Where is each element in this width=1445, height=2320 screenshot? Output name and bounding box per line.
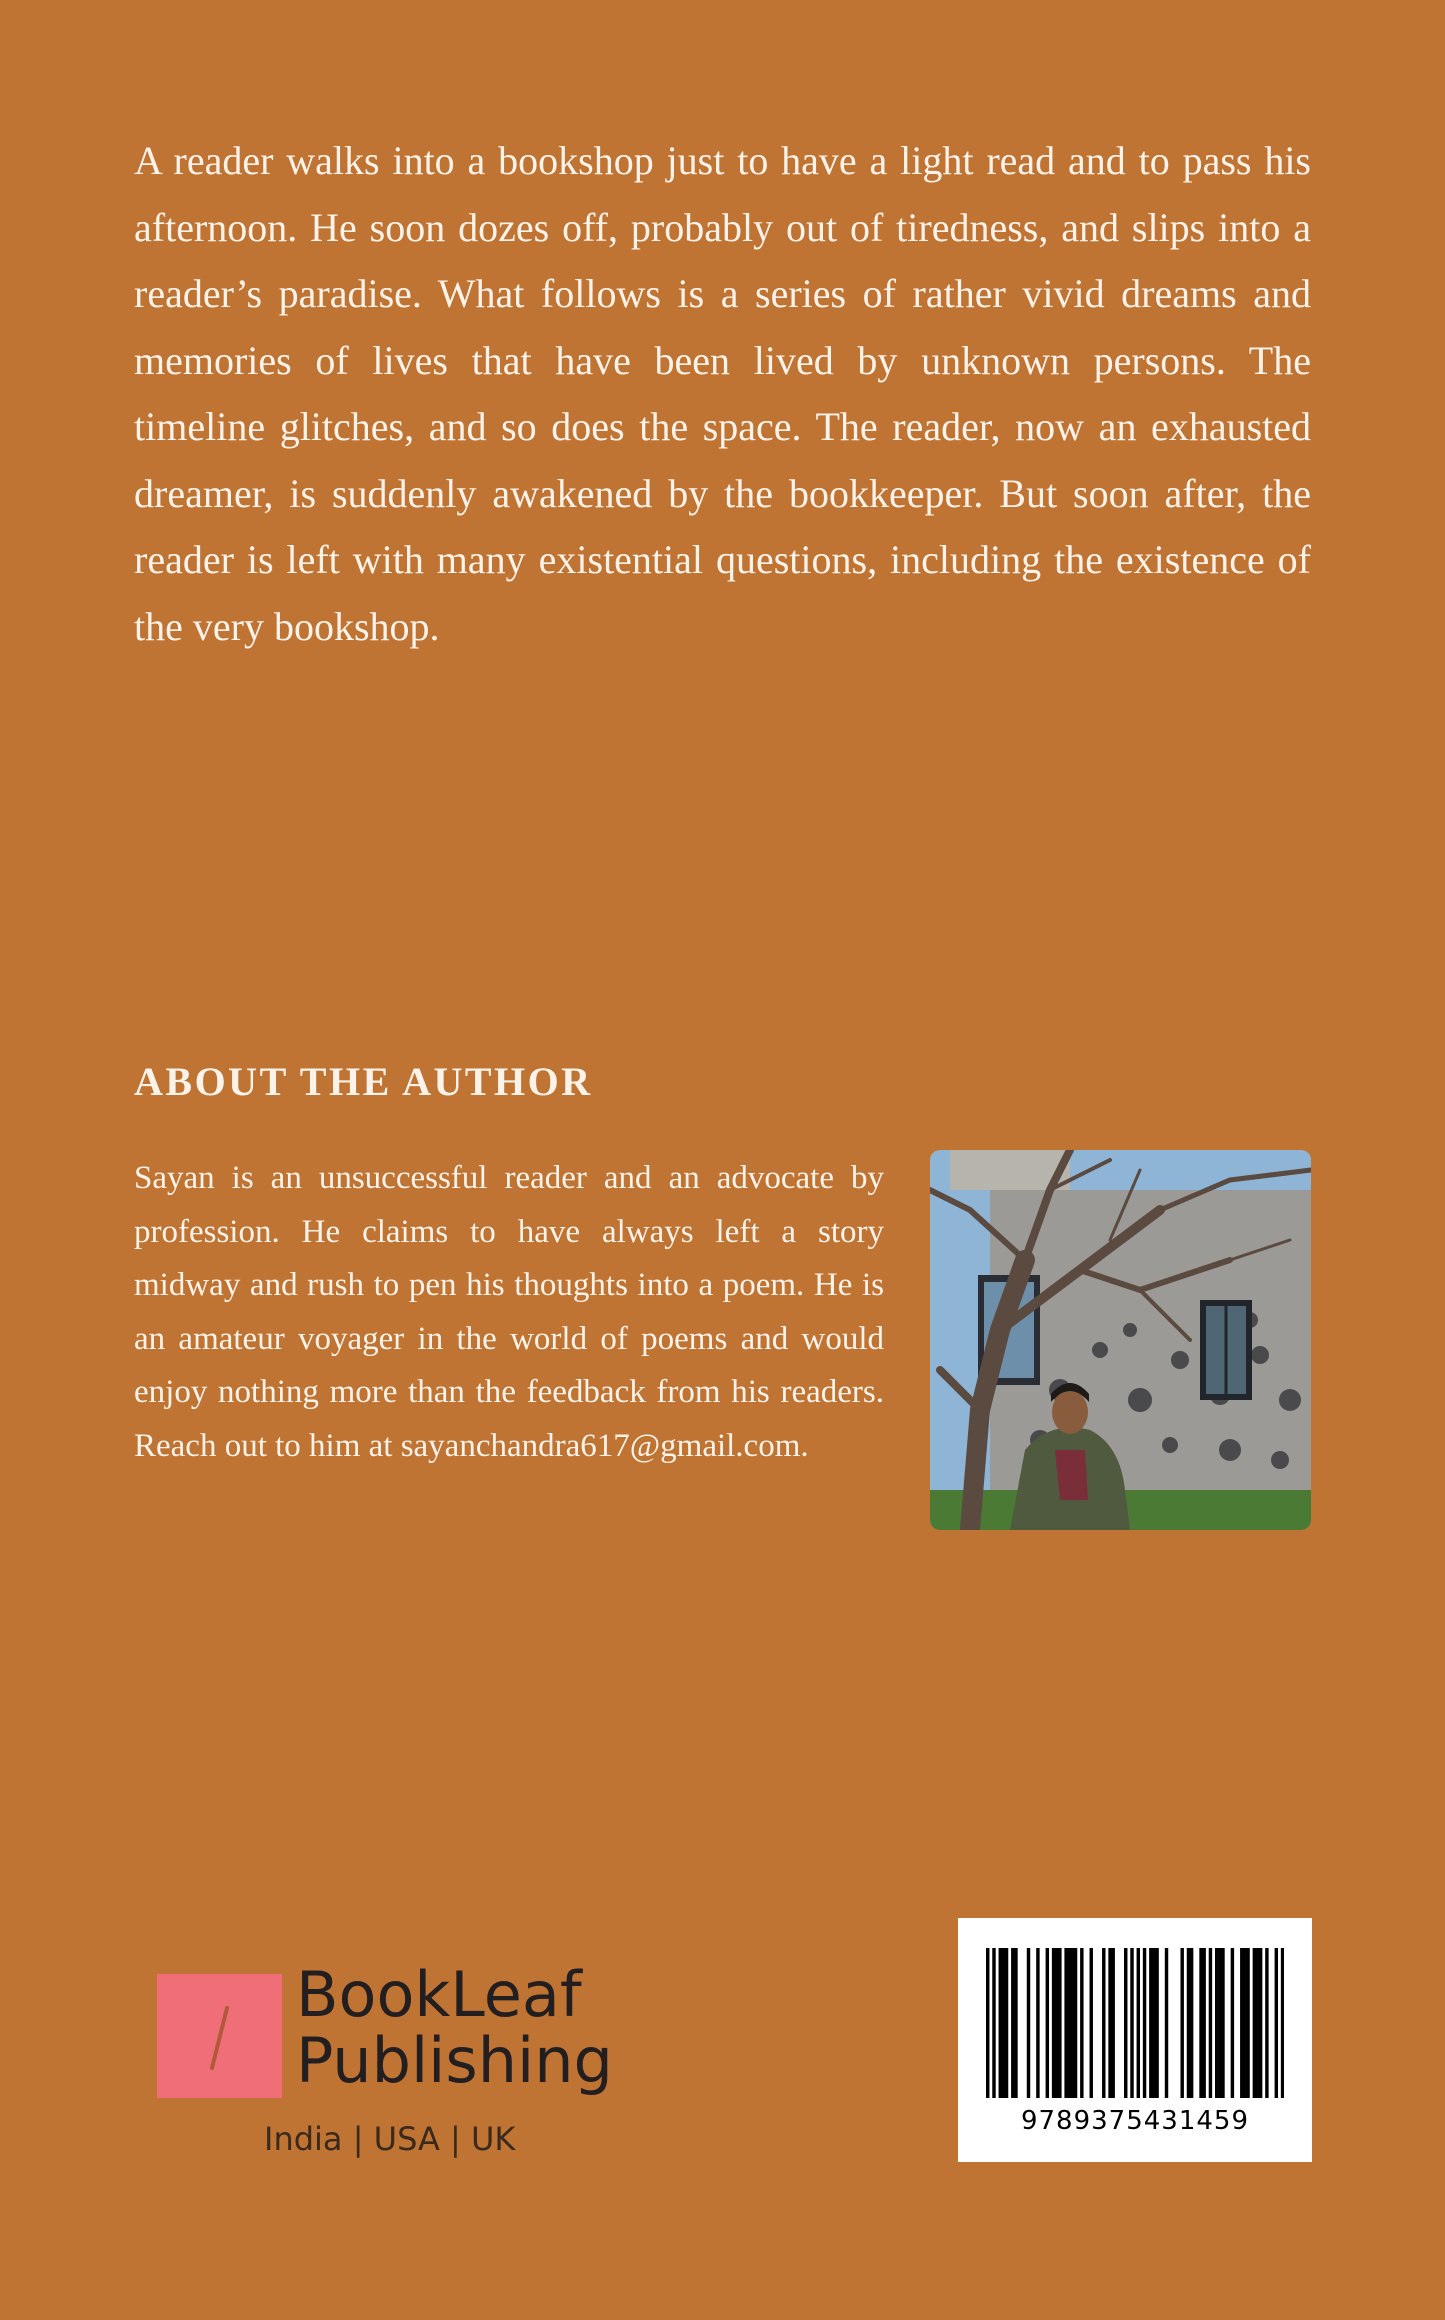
barcode-bar: [1111, 1948, 1114, 2098]
publisher-name-line2: Publishing: [296, 2024, 613, 2097]
barcode-bar: [1259, 1948, 1262, 2098]
publisher-name-line1: BookLeaf: [296, 1958, 582, 2031]
author-bio: Sayan is an unsuccessful reader and an advocate by profession. He claims to have always left a story midway and rush to pen his thoughts into a poem. He is an amateur voyager in the world of poems and would enjoy nothing more than the feedback from his readers. Reach out to him at sayanchandra617@gmail.com.: [134, 1160, 884, 1464]
barcode-bar: [1253, 1948, 1256, 2098]
barcode-bar: [1011, 1948, 1014, 2098]
barcode-bar: [1064, 1948, 1067, 2098]
barcode-bar: [1275, 1948, 1278, 2098]
barcode-bar: [1046, 1948, 1049, 2098]
barcode-bar: [1052, 1948, 1055, 2098]
barcode-bar: [1058, 1948, 1061, 2098]
barcode-bar: [1071, 1948, 1074, 2098]
barcode-bar: [1180, 1948, 1183, 2098]
barcode-bar: [1246, 1948, 1249, 2098]
barcode-bar: [1005, 1948, 1008, 2098]
barcode-bar: [1074, 1948, 1077, 2098]
barcode-bar: [1231, 1948, 1234, 2098]
barcode-bar: [1209, 1948, 1212, 2098]
book-blurb: A reader walks into a bookshop just to have a light read and to pass his afternoon. He soon dozes off, probably out of tiredness, and slips into a reader’s paradise. What follows is a series of rather vivid dreams and memories of lives that have been lived by unknown persons. The timeline glitches, and so does the space. The reader, now an exhausted dreamer, is suddenly awakened by the bookkeeper. But soon after, the reader is left with many existential questions, including the existence of the very bookshop.: [134, 138, 1311, 649]
barcode-bar: [1265, 1948, 1268, 2098]
barcode-bar: [1240, 1948, 1243, 2098]
barcode-bar: [992, 1948, 995, 2098]
barcode-bar: [1243, 1948, 1246, 2098]
barcode-bar: [1068, 1948, 1071, 2098]
barcode-bar: [1124, 1948, 1127, 2098]
barcode-bar: [1143, 1948, 1146, 2098]
barcode-bar: [1187, 1948, 1190, 2098]
barcode-bar: [1256, 1948, 1259, 2098]
publisher-regions: India | USA | UK: [264, 2120, 516, 2158]
isbn-barcode: [958, 1918, 1312, 2162]
barcode-bar: [1130, 1948, 1133, 2098]
barcode-bar: [1281, 1948, 1284, 2098]
barcode-bar: [999, 1948, 1002, 2098]
barcode-bar: [1102, 1948, 1105, 2098]
barcode-bar: [1036, 1948, 1039, 2098]
barcode-bar: [1014, 1948, 1017, 2098]
barcode-bar: [1152, 1948, 1155, 2098]
barcode-bar: [1165, 1948, 1168, 2098]
barcode-bar: [1199, 1948, 1202, 2098]
publisher-logo-mark: [157, 1974, 282, 2098]
barcode-bar: [1218, 1948, 1221, 2098]
barcode-bar: [1202, 1948, 1205, 2098]
barcode-bar: [1221, 1948, 1224, 2098]
barcode-bar: [1215, 1948, 1218, 2098]
barcode-bar: [1080, 1948, 1083, 2098]
author-photo: [930, 1150, 1311, 1530]
about-author-heading: ABOUT THE AUTHOR: [134, 1059, 593, 1104]
isbn-number: 9789375431459: [1020, 2106, 1250, 2136]
barcode-bar: [1090, 1948, 1093, 2098]
barcode-bars: [986, 1948, 1284, 2098]
publisher-logo-text: [296, 1958, 613, 2097]
barcode-bar: [1155, 1948, 1158, 2098]
barcode-bar: [1137, 1948, 1140, 2098]
barcode-bar: [986, 1948, 989, 2098]
barcode-bar: [1002, 1948, 1005, 2098]
barcode-bar: [1055, 1948, 1058, 2098]
barcode-bar: [1190, 1948, 1193, 2098]
barcode-bar: [1027, 1948, 1030, 2098]
barcode-bar: [1108, 1948, 1111, 2098]
barcode-bar: [1149, 1948, 1152, 2098]
